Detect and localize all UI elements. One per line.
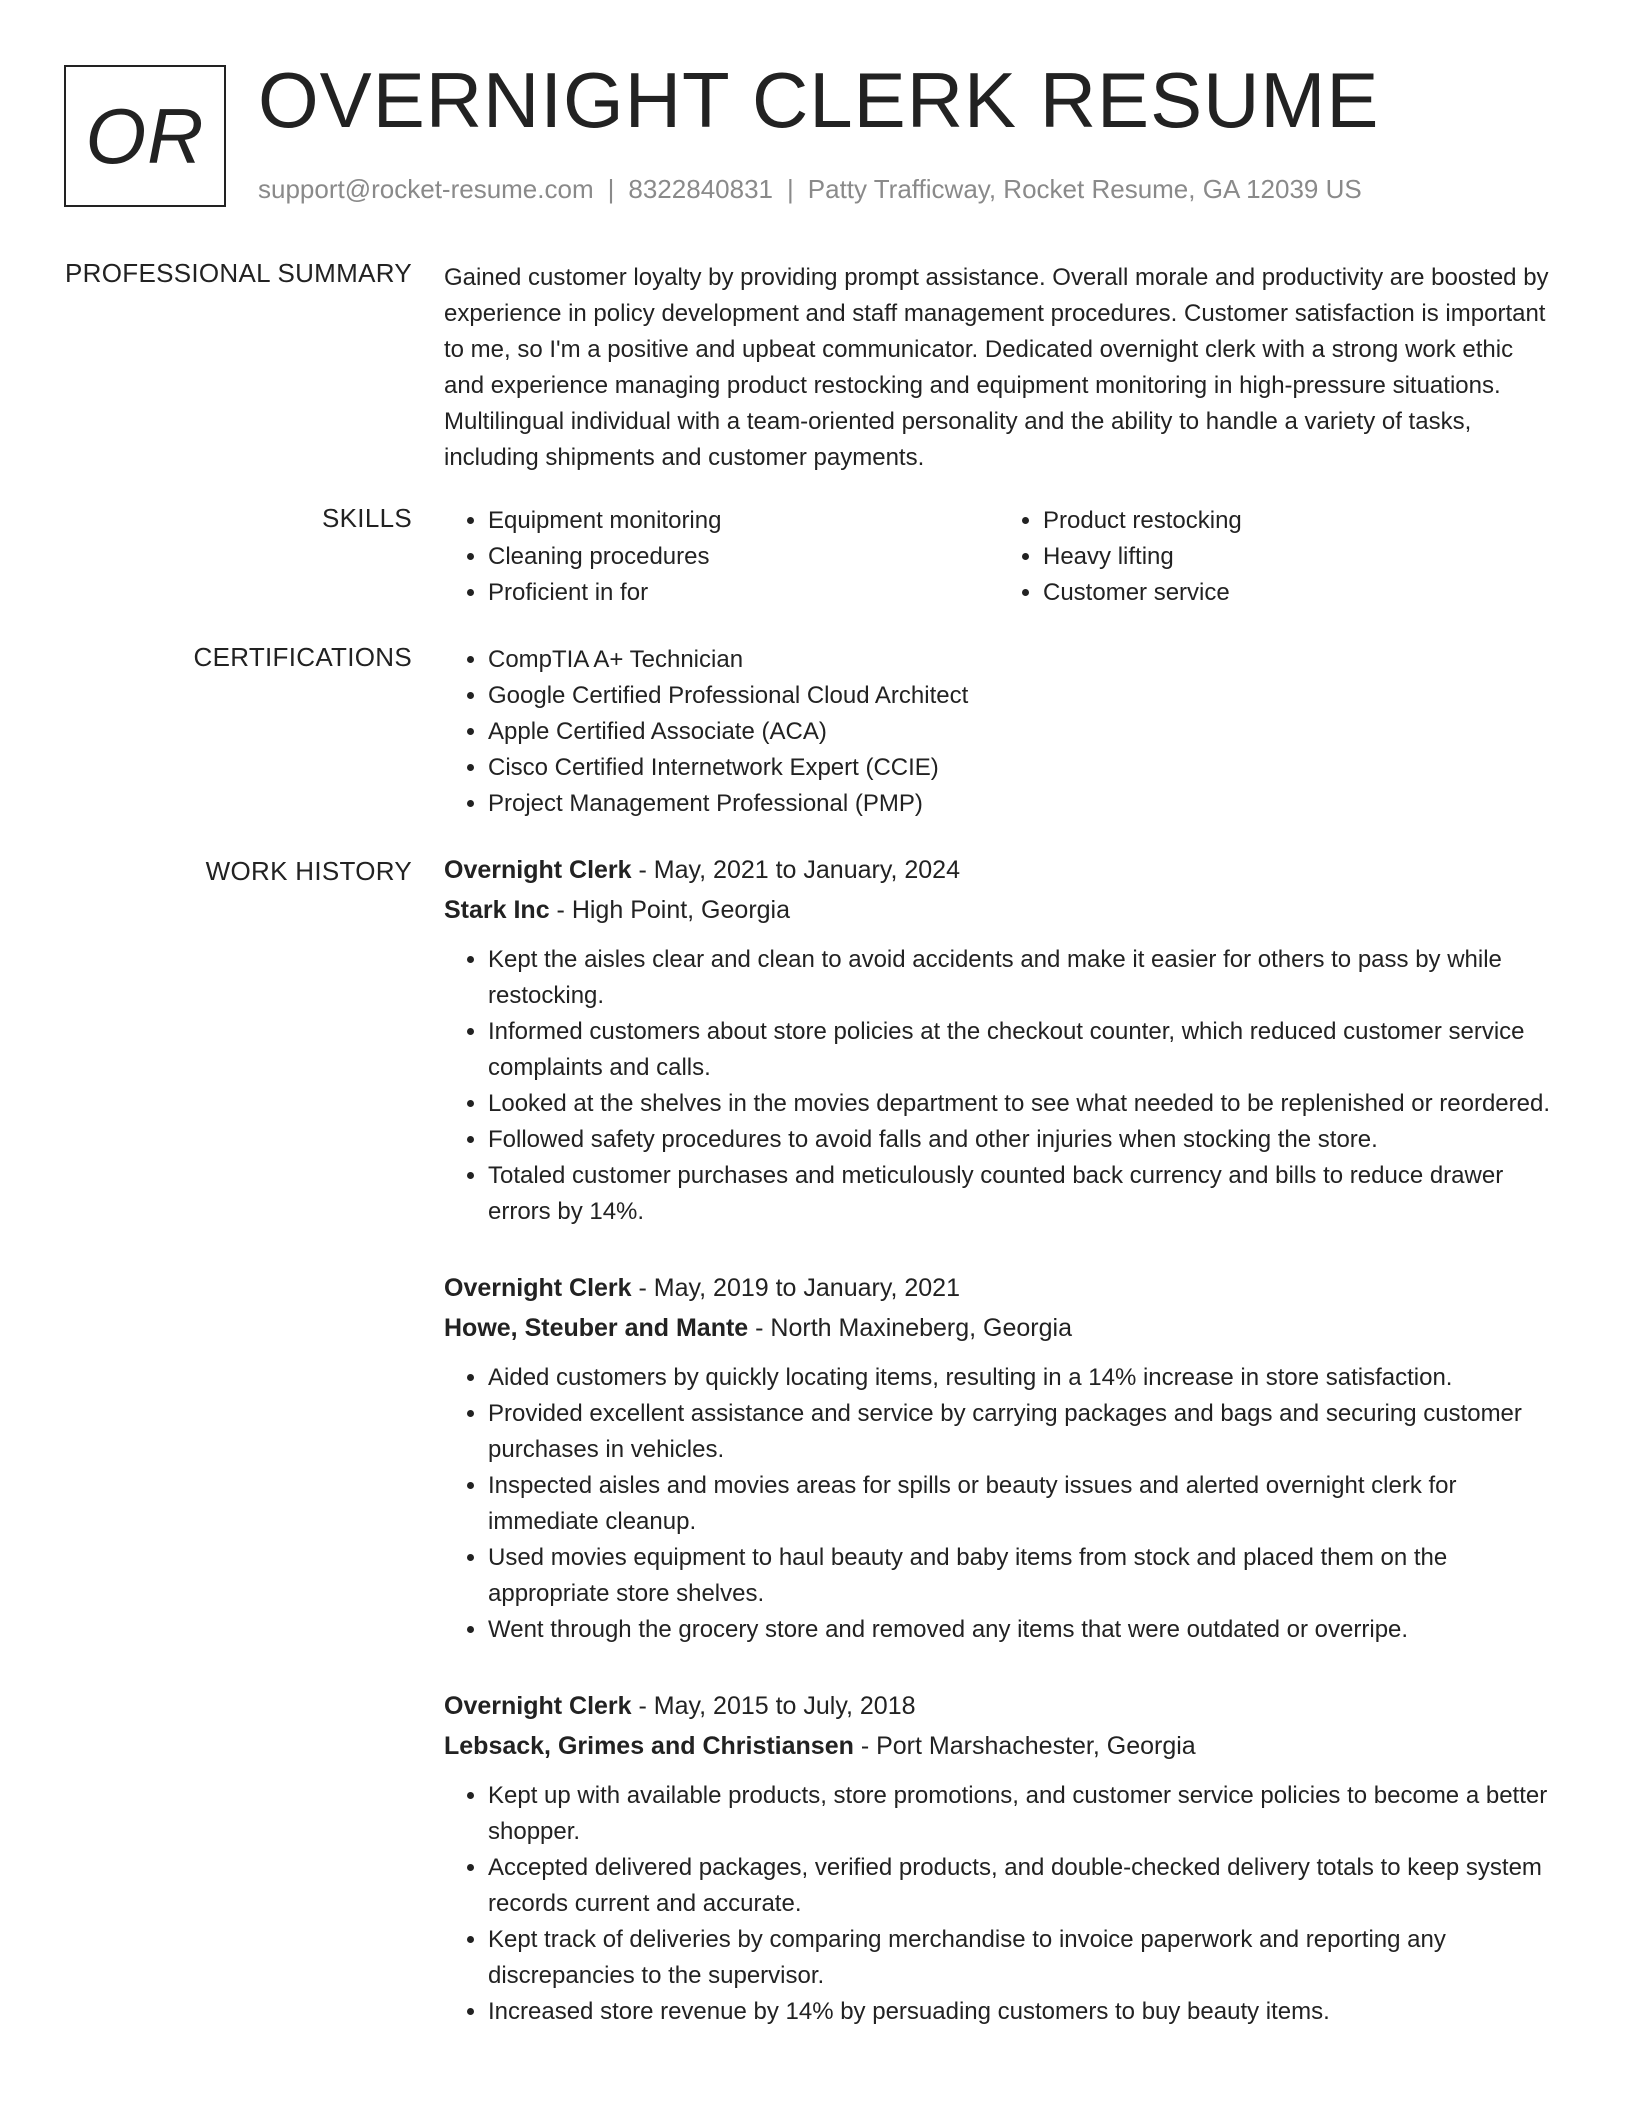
monogram-initials: OR: [85, 91, 205, 180]
skill-item: • Product restocking: [1043, 503, 1554, 539]
skill-item: • Heavy lifting: [1043, 539, 1554, 575]
job-duty-item: • Provided excellent assistance and service by carrying packages and bags and securing customer purchases in vehicles.: [488, 1396, 1554, 1468]
certification-item: • Cisco Certified Internetwork Expert (CCIE): [488, 750, 1554, 786]
job-duty-item: • Kept the aisles clear and clean to avoid accidents and make it easier for others to pass by while restocking.: [488, 942, 1554, 1014]
contact-address: Patty Trafficway, Rocket Resume, GA 12039 US: [807, 174, 1362, 204]
job-duty-item: • Accepted delivered packages, verified products, and double-checked delivery totals to keep system records current and accurate.: [488, 1850, 1554, 1922]
contact-phone: 8322840831: [628, 174, 773, 204]
job-duty-item: • Kept up with available products, store promotions, and customer service policies to become a better shopper.: [488, 1778, 1554, 1850]
section-label-certifications: CERTIFICATIONS: [193, 642, 412, 672]
job-duties-list: [444, 1778, 1554, 2030]
certifications-body: [444, 642, 1554, 822]
job-dates: - May, 2019 to January, 2021: [631, 1274, 960, 1302]
certification-item: • Project Management Professional (PMP): [488, 786, 1554, 822]
section-label-summary: PROFESSIONAL SUMMARY: [65, 258, 412, 288]
certification-item: • CompTIA A+ Technician: [488, 642, 1554, 678]
job-duties-list: [444, 1360, 1554, 1648]
job-title-line: [444, 1686, 1554, 1726]
job-company-line: [444, 1308, 1554, 1348]
skill-item: • Cleaning procedures: [488, 539, 999, 575]
resume-title: OVERNIGHT CLERK RESUME: [258, 56, 1380, 144]
job-company-line: [444, 890, 1554, 930]
job-entry: [444, 1268, 1554, 1648]
job-company: Howe, Steuber and Mante: [444, 1314, 749, 1342]
job-dates: - May, 2015 to July, 2018: [631, 1692, 916, 1720]
job-location: - North Maxineberg, Georgia: [748, 1314, 1072, 1342]
skill-item: • Proficient in for: [488, 575, 999, 611]
monogram-box: [64, 65, 226, 207]
job-duty-item: • Looked at the shelves in the movies department to see what needed to be replenished or reordered.: [488, 1086, 1554, 1122]
job-title-line: [444, 1268, 1554, 1308]
job-company: Lebsack, Grimes and Christiansen: [444, 1732, 854, 1760]
job-title: Overnight Clerk: [444, 1274, 632, 1302]
contact-email: support@rocket-resume.com: [258, 174, 594, 204]
job-dates: - May, 2021 to January, 2024: [631, 856, 960, 884]
job-location: - Port Marshachester, Georgia: [853, 1732, 1196, 1760]
skills-body: [444, 503, 1554, 611]
skills-list-left: [444, 503, 999, 611]
job-duty-item: • Aided customers by quickly locating items, resulting in a 14% increase in store satisfaction.: [488, 1360, 1554, 1396]
contact-separator: |: [607, 174, 615, 204]
skills-list-right: [999, 503, 1554, 611]
certification-item: • Apple Certified Associate (ACA): [488, 714, 1554, 750]
job-entry: [444, 850, 1554, 1230]
job-duty-item: • Followed safety procedures to avoid falls and other injuries when stocking the store.: [488, 1122, 1554, 1158]
job-title: Overnight Clerk: [444, 1692, 632, 1720]
job-duty-item: • Totaled customer purchases and meticulously counted back currency and bills to reduce drawer errors by 14%.: [488, 1158, 1554, 1230]
skill-item: • Customer service: [1043, 575, 1554, 611]
job-duty-item: • Inspected aisles and movies areas for spills or beauty issues and alerted overnight clerk for immediate cleanup.: [488, 1468, 1554, 1540]
job-duty-item: • Increased store revenue by 14% by persuading customers to buy beauty items.: [488, 1994, 1554, 2030]
job-duties-list: [444, 942, 1554, 1230]
section-label-work-history: WORK HISTORY: [205, 856, 412, 886]
contact-separator: |: [787, 174, 794, 204]
job-duty-item: • Used movies equipment to haul beauty and baby items from stock and placed them on the appropriate store shelves.: [488, 1540, 1554, 1612]
job-duty-item: • Informed customers about store policies at the checkout counter, which reduced customer service complaints and calls.: [488, 1014, 1554, 1086]
skills-grid: [444, 503, 1554, 611]
job-company: Stark Inc: [444, 896, 550, 924]
summary-body: [444, 260, 1554, 476]
job-title: Overnight Clerk: [444, 856, 632, 884]
summary-text: Gained customer loyalty by providing prompt assistance. Overall morale and productivity are boosted by experience in policy development and staff management procedures. Customer satisfaction is important to me, so I'm a positive and upbeat communicator. Dedicated overnight clerk with a strong work ethic and experience managing product restocking and equipment monitoring in high-pressure situations. Multilingual individual with a team-oriented personality and the ability to handle a variety of tasks, including shipments and customer payments.: [444, 264, 1549, 471]
skill-item: • Equipment monitoring: [488, 503, 999, 539]
job-duty-item: • Kept track of deliveries by comparing merchandise to invoice paperwork and reporting any discrepancies to the supervisor.: [488, 1922, 1554, 1994]
job-location: - High Point, Georgia: [549, 896, 791, 924]
section-label-skills: SKILLS: [322, 503, 412, 533]
job-title-line: [444, 850, 1554, 890]
work-history-body: [444, 850, 1554, 2068]
job-company-line: [444, 1726, 1554, 1766]
certification-item: • Google Certified Professional Cloud Architect: [488, 678, 1554, 714]
job-entry: [444, 1686, 1554, 2030]
certifications-list: [444, 642, 1554, 822]
contact-line: [258, 174, 1362, 205]
job-duty-item: • Went through the grocery store and removed any items that were outdated or overripe.: [488, 1612, 1554, 1648]
